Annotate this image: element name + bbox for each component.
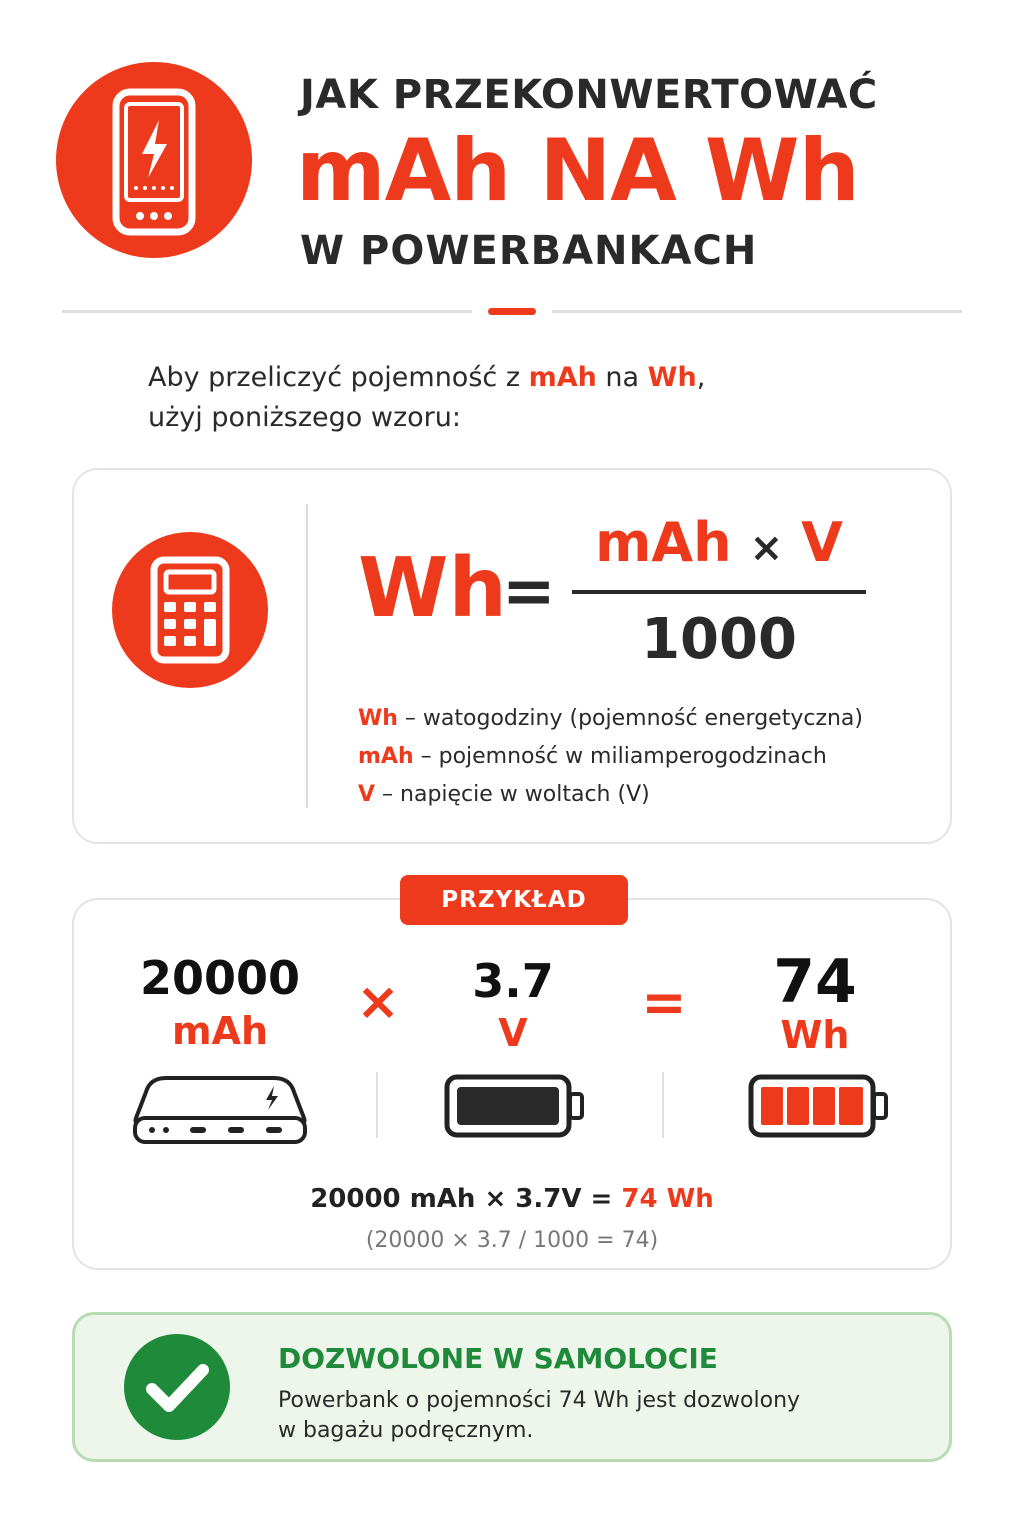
intro-text (148, 358, 908, 438)
legend-item-wh (358, 700, 863, 738)
divider-accent (488, 308, 536, 315)
title-main: mAh NA Wh (296, 121, 859, 221)
title-line-3: W POWERBANKACH (300, 228, 758, 274)
example-separator-1 (376, 1072, 378, 1138)
example-times: × (356, 972, 400, 1032)
example-capacity-value: 20000 (139, 951, 301, 1005)
formula-numerator-v: V (801, 511, 843, 574)
calculator-icon (112, 532, 268, 688)
example-voltage-value: 3.7 (472, 954, 554, 1008)
intro-text-after: , (696, 362, 706, 393)
formula-lhs: Wh (358, 541, 507, 636)
legend-desc: – napięcie w woltach (V) (375, 782, 650, 807)
example-energy-value: 74 (773, 947, 857, 1017)
formula-times: × (749, 525, 784, 571)
legend-term: Wh (358, 706, 398, 731)
powerbank-icon (132, 1072, 308, 1150)
intro-text-before: Aby przeliczyć pojemność z (148, 362, 529, 393)
example-energy-unit: Wh (780, 1013, 850, 1057)
battery-full-icon (748, 1074, 890, 1142)
example-result-value: 74 Wh (621, 1184, 714, 1214)
smartphone-charging-icon (56, 62, 252, 258)
example-equals: = (641, 971, 687, 1034)
formula-equals: = (502, 555, 556, 629)
allowed-text (278, 1386, 898, 1446)
formula-numerator (572, 511, 866, 574)
allowed-text-line-1: Powerbank o pojemności 74 Wh jest dozwolony (278, 1388, 801, 1413)
example-result-prefix: 20000 mAh × 3.7V = (310, 1184, 622, 1214)
intro-line-2: użyj poniższego wzoru: (148, 402, 461, 433)
legend-item-mah (358, 738, 863, 776)
example-badge: PRZYKŁAD (400, 875, 628, 925)
intro-term-mah: mAh (528, 362, 597, 393)
legend-desc: – pojemność w miliamperogodzinach (413, 744, 827, 769)
formula-fraction-bar (572, 590, 866, 594)
formula-numerator-mah: mAh (595, 511, 732, 574)
intro-term-wh: Wh (647, 362, 697, 393)
allowed-title: DOZWOLONE W SAMOLOCIE (278, 1342, 718, 1375)
legend-term: mAh (358, 744, 414, 769)
divider-left (62, 310, 472, 313)
example-calculation: (20000 × 3.7 / 1000 = 74) (365, 1228, 659, 1253)
allowed-text-line-2: w bagażu podręcznym. (278, 1418, 534, 1443)
formula-legend (358, 700, 863, 814)
example-voltage-unit: V (498, 1011, 528, 1055)
legend-term: V (358, 782, 376, 807)
formula-denominator: 1000 (641, 607, 797, 672)
checkmark-icon (124, 1334, 230, 1440)
battery-dark-icon (444, 1074, 586, 1142)
example-separator-2 (662, 1072, 664, 1138)
divider-right (552, 310, 962, 313)
example-capacity-unit: mAh (171, 1009, 269, 1053)
legend-desc: – watogodziny (pojemność energetyczna) (397, 706, 863, 731)
legend-item-v (358, 776, 863, 814)
example-result (72, 1184, 952, 1214)
formula-separator (306, 504, 308, 808)
intro-text-middle: na (596, 362, 648, 393)
title-line-1: JAK PRZEKONWERTOWAĆ (300, 72, 878, 118)
